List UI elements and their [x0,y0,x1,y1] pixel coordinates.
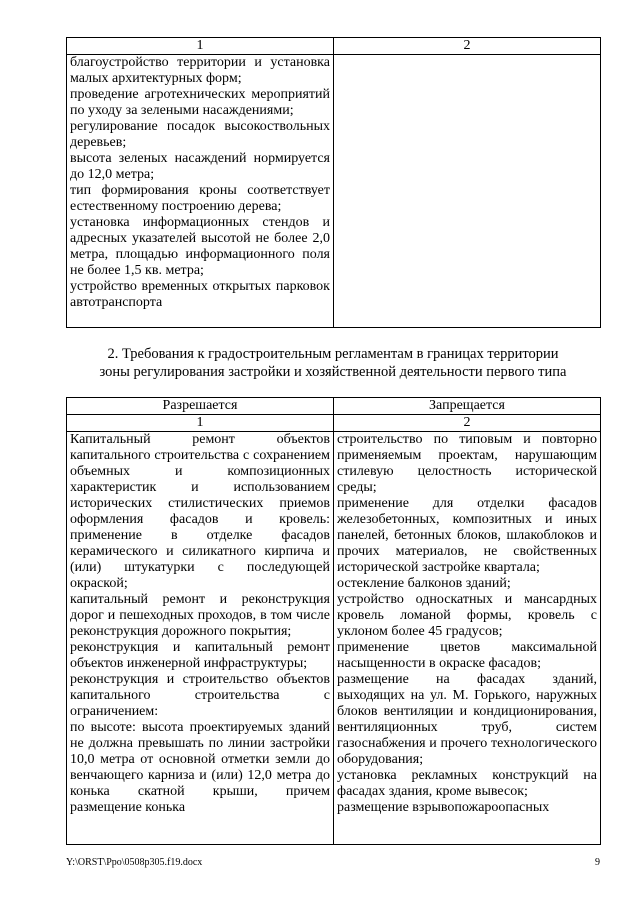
section-heading-line-1: 2. Требования к градостроительным регламентам в границах территории [107,346,559,362]
prohibited-item: применение для отделки фасадов железобетонных, композитных и иных панелей, бетонных блоков, шлакоблоков и прочих материалов, не свойственных исторической застройке квартала; [337,496,597,575]
footer-file-path: Y:\ORST\Ppo\0508p305.f19.docx [66,857,203,868]
allowed-item: Капитальный ремонт объектов капитального строительства с сохранением объемных и композиционных характеристик и использованием исторических стилистических приемов оформления фасадов и кровель: применение в отделке фасадов керамического и силикатного кирпича и (или) штукатурки с последующей окраской; [70,432,330,591]
prohibited-item: установка рекламных конструкций на фасадах здания, кроме вывесок; [337,768,597,799]
allowed-item: реконструкция и строительство объектов капитального строительства с ограничением: [70,672,330,719]
prohibited-item: размещение на фасадах зданий, выходящих на ул. М. Горького, наружных блоков вентиляции и кондиционирования, вентиляционных труб, систем газоснабжения и прочего технологического оборудования; [337,672,597,767]
allowed-cell [67,432,334,845]
regulations-table [66,397,601,845]
table1-item: проведение агротехнических мероприятий по уходу за зелеными насаждениями; [70,87,330,118]
section-heading [66,346,600,381]
column-number-2: 2 [334,415,601,432]
table1-col1-cell [67,55,334,328]
table1-col1-number: 1 [67,38,334,55]
prohibited-item: размещение взрывопожароопасных [337,800,550,815]
table1-item: устройство временных открытых парковок автотранспорта [70,279,330,310]
allowed-item: по высоте: высота проектируемых зданий не должна превышать по линии застройки 10,0 метра от основной отметки земли до венчающего карниза и (или) 12,0 метра до конька скатной крыши, причем размещение конька [70,720,330,815]
table1-col2-cell [334,55,601,328]
prohibited-item: применение цветов максимальной насыщенности в окраске фасадов; [337,640,597,671]
column-title-prohibited: Запрещается [334,398,601,415]
allowed-item: реконструкция и капитальный ремонт объектов инженерной инфраструктуры; [70,640,330,671]
column-title-allowed: Разрешается [67,398,334,415]
prohibited-item: строительство по типовым и повторно применяемым проектам, нарушающим стилевую целостность исторической среды; [337,432,597,495]
table1-item: благоустройство территории и установка малых архитектурных форм; [70,55,330,86]
column-number-1: 1 [67,415,334,432]
table1-item: установка информационных стендов и адресных указателей высотой не более 2,0 метра, площадью информационного поля не более 1,5 кв. метра; [70,215,330,278]
prohibited-item: устройство односкатных и мансардных кровель ломаной формы, кровель с уклоном более 45 градусов; [337,592,597,639]
section-heading-line-2: зоны регулирования застройки и хозяйственной деятельности первого типа [99,363,567,380]
table1-item: тип формирования кроны соответствует естественному построению дерева; [70,183,330,214]
table-continuation [66,37,601,328]
prohibited-cell [334,432,601,845]
allowed-item: капитальный ремонт и реконструкция дорог и пешеходных проходов, в том числе реконструкция дорожного покрытия; [70,592,330,639]
footer-page-number: 9 [595,857,600,868]
table1-item: высота зеленых насаждений нормируется до 12,0 метра; [70,151,330,182]
table1-item: регулирование посадок высокоствольных деревьев; [70,119,330,150]
table1-col2-number: 2 [334,38,601,55]
prohibited-item: остекление балконов зданий; [337,576,511,591]
